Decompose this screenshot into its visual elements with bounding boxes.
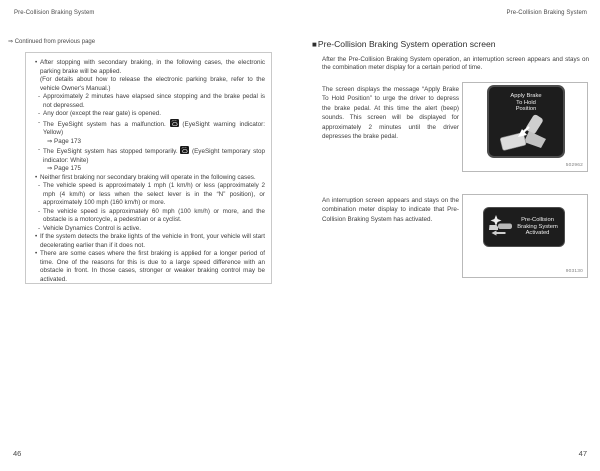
note-list [26, 59, 265, 284]
figure1-code: 502962 [565, 163, 583, 168]
page-reference: ⇒ Page 175 [47, 165, 81, 172]
right-page [300, 0, 600, 471]
meter-screen-apply-brake [489, 87, 563, 156]
note-item: (For details about how to release the electronic parking brake, refer to the vehicle Owner's Manual.) [40, 76, 265, 92]
note-item: - Vehicle Dynamics Control is active. [38, 224, 141, 232]
section-marker-icon: ■ [312, 40, 317, 49]
collision-warning-cars-icon [488, 214, 514, 240]
note-item: • After stopping with secondary braking, in the following cases, the electronic parking brake will be applied. [35, 59, 265, 75]
pcb-activated-message: Pre-Collision Braking System Activated [517, 217, 558, 237]
note-item: - The vehicle speed is approximately 60 mph (100 km/h) or more, and the obstacle is a motorcycle, a pedestrian or a cyclist. [38, 207, 265, 223]
note-item: - The vehicle speed is approximately 1 mph (1 km/h) or less (approximately 2 mph (4 km/h) or less when the select lever is in the “N” position), or approximately 100 mph (160 km/h) or more. [38, 182, 265, 206]
brake-pedal-foot-icon [496, 114, 556, 152]
left-running-header: Pre-Collision Braking System [14, 10, 95, 16]
note-box [25, 52, 272, 284]
page-reference: ⇒ Page 173 [47, 137, 81, 145]
eyesight-temporary-stop-indicator-icon [180, 146, 189, 154]
figure-pcb-activated [462, 194, 588, 278]
note-item: • There are some cases where the first braking is applied for a longer period of time. One of the reasons for this is due to a large speed difference with an obstacle in front. In those cases, stronger or weaker braking control may be activated. [35, 250, 265, 283]
section-title [312, 39, 496, 49]
right-running-header: Pre-Collision Braking System [506, 10, 587, 16]
note-item: - The EyeSight system has a malfunction. (EyeSight warning indicator: Yellow) [38, 118, 265, 136]
block1-paragraph: The screen displays the message “Apply Brake To Hold Position” to urge the driver to depress the brake pedal. At this time the alert (beep) sounds. This screen will be displayed for approximately 2 minutes until the driver depresses the brake pedal. [322, 86, 459, 141]
figure-apply-brake [462, 82, 588, 172]
block2-paragraph: An interruption screen appears and stays on the combination meter display to indicate that Pre-Collision Braking System has activated. [322, 197, 459, 223]
continued-from-previous-page-note: ⇒ Continued from previous page [8, 39, 96, 45]
note-item: • If the system detects the brake lights of the vehicle in front, your vehicle will start decelerating earlier than if it does not. [35, 233, 265, 249]
eyesight-warning-indicator-icon [170, 119, 179, 127]
note-item: - Approximately 2 minutes have elapsed since stopping and the brake pedal is not depressed. [38, 93, 265, 109]
note-item: - Any door (except the rear gate) is opened. [38, 110, 161, 117]
intro-paragraph: After the Pre-Collision Braking System operation, an interruption screen appears and stays on the combination meter display for a certain period of time. [322, 56, 589, 71]
figure2-code: 903130 [565, 269, 583, 274]
note-item: • Neither first braking nor secondary braking will operate in the following cases. [35, 173, 256, 181]
section-title-text: Pre-Collision Braking System operation screen [317, 39, 496, 49]
apply-brake-message: Apply Brake To Hold Position [510, 93, 542, 113]
note-item: - The EyeSight system has stopped temporarily. (EyeSight temporary stop indicator: White) [38, 146, 265, 164]
meter-screen-pcb-activated [484, 208, 564, 246]
right-page-number: 47 [578, 449, 587, 458]
left-page-number: 46 [13, 449, 22, 458]
